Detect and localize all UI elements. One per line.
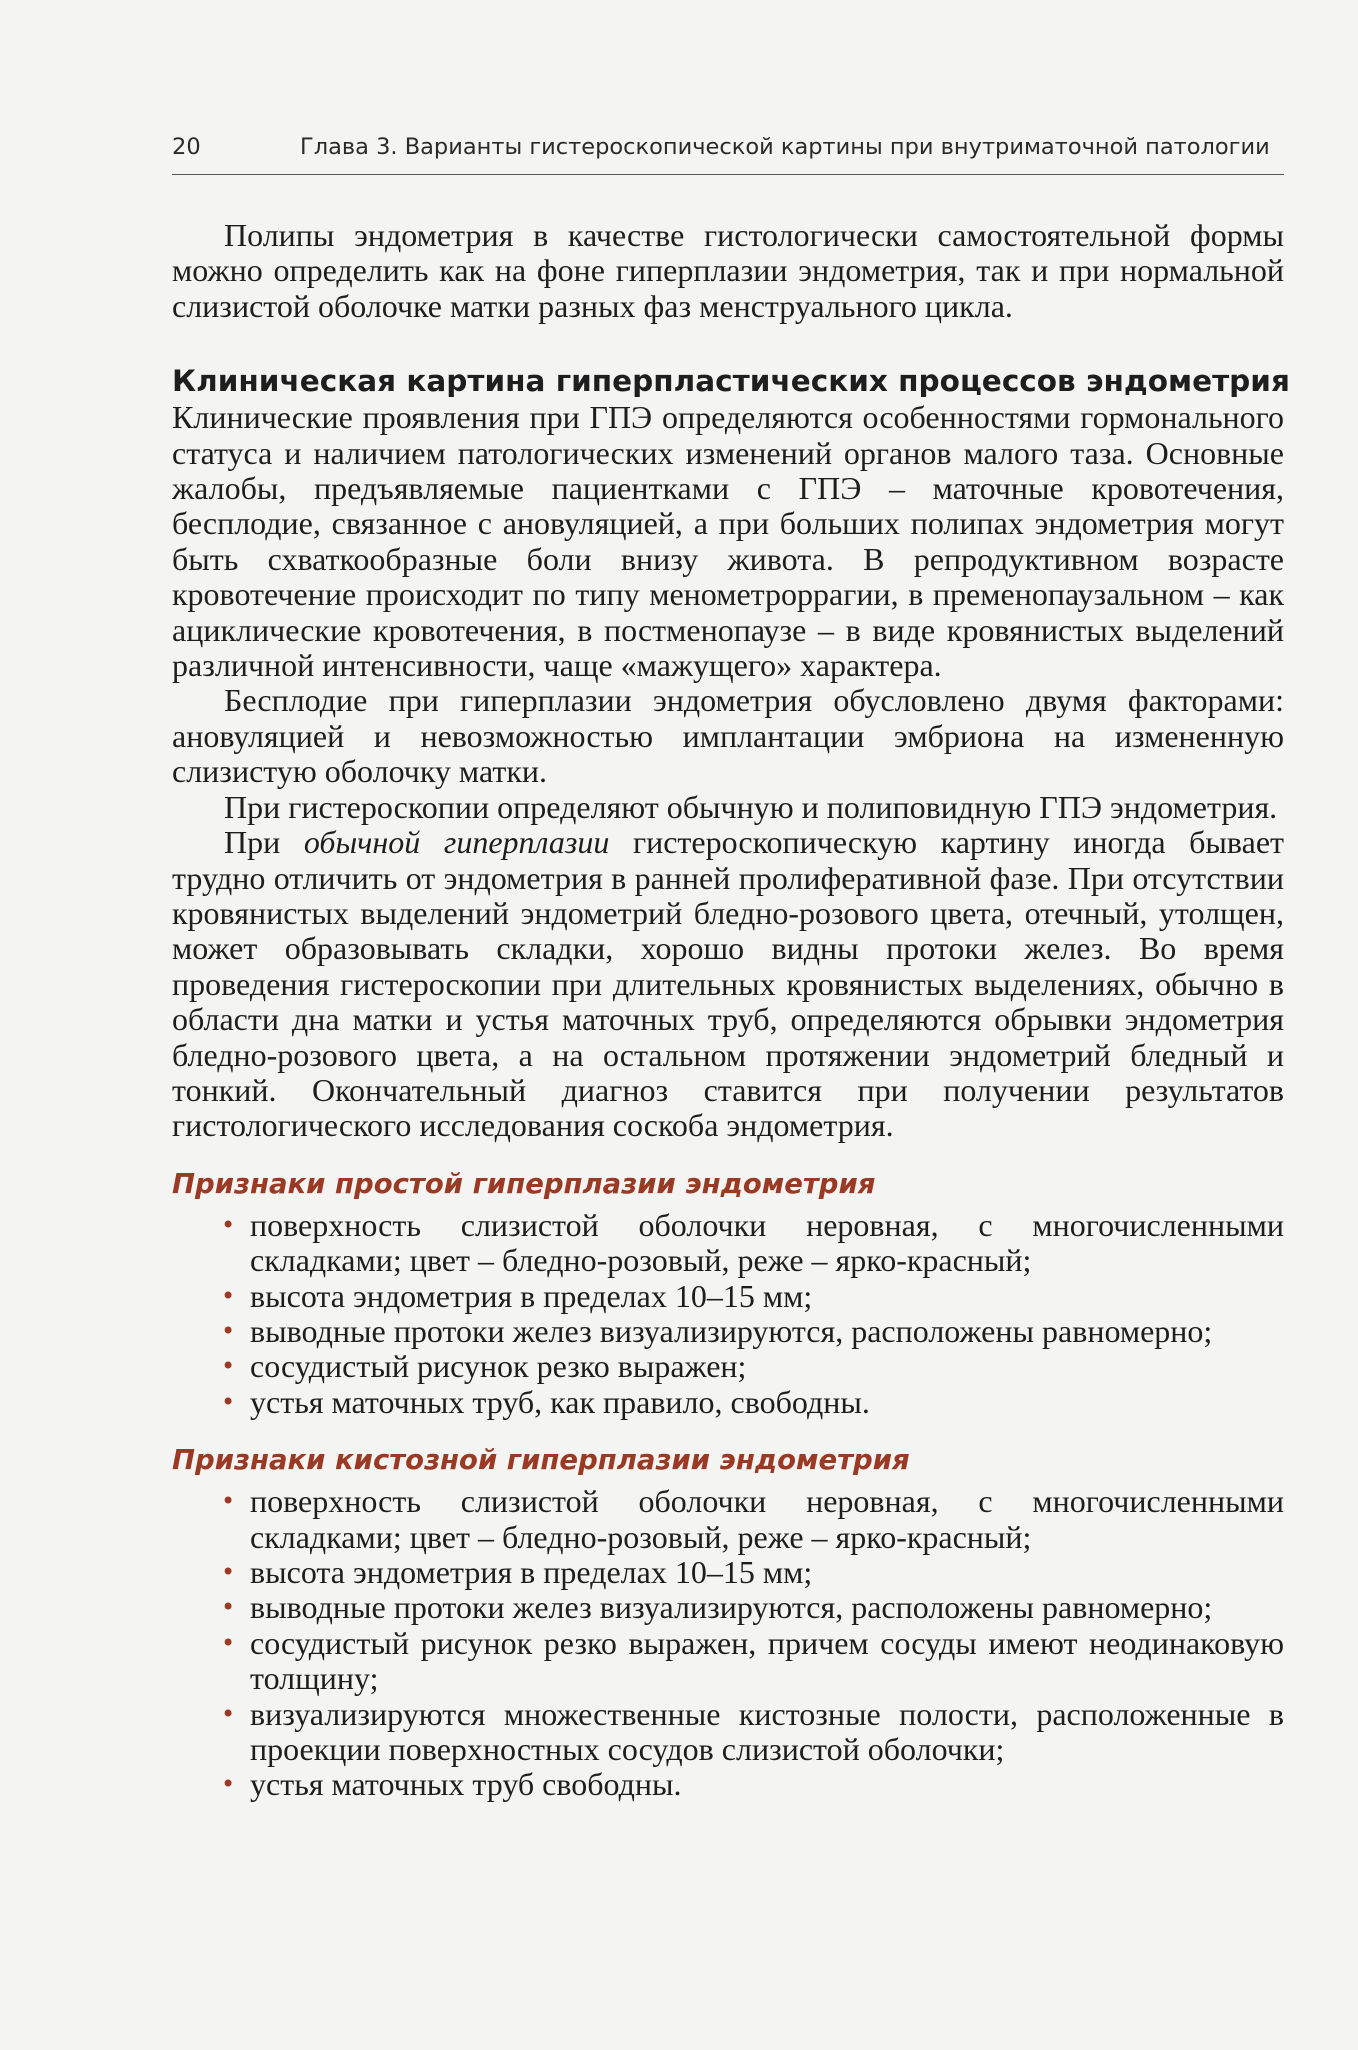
bullet-icon: • xyxy=(221,1593,236,1622)
list-item-text: выводные протоки желез визуализируются, расположены равномерно; xyxy=(250,1589,1213,1626)
list-item xyxy=(221,1624,1284,1697)
signs-list-cystic xyxy=(172,1484,1284,1803)
list-item-text: высота эндометрия в пределах 10–15 мм; xyxy=(250,1277,813,1314)
list-item xyxy=(221,1312,1284,1349)
bullet-icon: • xyxy=(221,1770,236,1799)
signs-list-simple xyxy=(172,1208,1284,1420)
italic-term: обычной гиперплазии xyxy=(303,824,610,861)
list-item xyxy=(221,1766,1284,1803)
intro-paragraph: Полипы эндометрия в качестве гистологически самостоятельной формы можно определить как на фоне гиперплазии эндометрия, так и при нормальной слизистой оболочке матки разных фаз менструального цикла. xyxy=(172,217,1284,324)
list-item-text: выводные протоки желез визуализируются, расположены равномерно; xyxy=(250,1312,1213,1349)
paragraph-lead: При xyxy=(224,824,304,861)
list-item-text: визуализируются множественные кистозные полости, расположенные в проекции поверхностных сосудов слизистой оболочки; xyxy=(250,1695,1284,1768)
list-item xyxy=(221,1277,1284,1314)
list-item-text: поверхность слизистой оболочки неровная, с многочисленными складками; цвет – бледно-розовый, реже – ярко-красный; xyxy=(250,1483,1284,1555)
bullet-icon: • xyxy=(221,1487,236,1516)
running-header xyxy=(172,134,1284,160)
bullet-icon: • xyxy=(221,1316,236,1345)
list-item xyxy=(221,1206,1284,1279)
list-item-text: устья маточных труб, как правило, свободны. xyxy=(250,1383,870,1420)
subheading-simple: Признаки простой гиперплазии эндометрия xyxy=(172,1167,876,1200)
body-paragraph: При гистероскопии определяют обычную и полиповидную ГПЭ эндометрия. xyxy=(224,788,1278,825)
body-paragraph-ordinary xyxy=(172,825,1284,1144)
bullet-icon: • xyxy=(221,1387,236,1416)
list-item-text: сосудистый рисунок резко выражен, причем сосуды имеют неодинаковую толщину; xyxy=(250,1624,1284,1697)
header-rule xyxy=(172,174,1284,175)
list-item-text: высота эндометрия в пределах 10–15 мм; xyxy=(250,1554,813,1590)
page-number: 20 xyxy=(172,134,201,160)
list-item xyxy=(221,1589,1284,1626)
list-item xyxy=(221,1483,1284,1555)
list-item-text: поверхность слизистой оболочки неровная, с многочисленными складками; цвет – бледно-розовый, реже – ярко-красный; xyxy=(250,1206,1284,1279)
page-body xyxy=(172,217,1290,1803)
subheading-cystic: Признаки кистозной гиперплазии эндометрия xyxy=(172,1444,910,1477)
paragraph-rest: гистероскопическую картину иногда бывает трудно отличить от эндометрия в ранней пролиферативной фазе. При отсутствии кровянистых выделений эндометрий бледно-розового цвета, отечный, утолщен, может образовывать складки, хорошо видны протоки желез. Во время проведения гистероскопии при длительных кровянистых выделениях, обычно в области дна матки и устья маточных труб, определяются обрывки эндометрия бледно-розового цвета, а на остальном протяжении эндометрий бледный и тонкий. Окончательный диагноз ставится при получении результатов гистологического исследования соскоба эндометрия. xyxy=(172,824,1285,1144)
bullet-icon: • xyxy=(221,1210,236,1239)
bullet-icon: • xyxy=(221,1352,236,1381)
list-item xyxy=(221,1383,1284,1420)
list-item-text: сосудистый рисунок резко выражен; xyxy=(250,1348,747,1385)
bullet-icon: • xyxy=(221,1558,236,1586)
list-item xyxy=(221,1695,1284,1768)
list-item xyxy=(221,1348,1284,1385)
section-heading: Клиническая картина гиперпластических процессов эндометрия xyxy=(172,364,1290,399)
chapter-title: Глава 3. Варианты гистероскопической картины при внутриматочной патологии xyxy=(300,134,1270,160)
body-paragraph: Клинические проявления при ГПЭ определяются особенностями гормонального статуса и наличием патологических изменений органов малого таза. Основные жалобы, предъявляемые пациентками с ГПЭ – маточные кровотечения, бесплодие, связанное с ановуляцией, а при больших полипах эндометрия могут быть схваткообразные боли внизу живота. В репродуктивном возрасте кровотечение происходит по типу менометроррагии, в пременопаузальном – как ациклические кровотечения, в постменопаузе – в виде кровянистых выделений различной интенсивности, чаще «мажущего» характера. xyxy=(172,399,1284,684)
list-item-text: устья маточных труб свободны. xyxy=(250,1766,682,1803)
bullet-icon: • xyxy=(221,1281,236,1310)
bullet-icon: • xyxy=(221,1628,236,1657)
bullet-icon: • xyxy=(221,1699,236,1728)
list-item xyxy=(221,1554,1284,1590)
body-paragraph: Бесплодие при гиперплазии эндометрия обусловлено двумя факторами: ановуляцией и невозможностью имплантации эмбриона на измененную слизистую оболочку матки. xyxy=(172,682,1284,790)
